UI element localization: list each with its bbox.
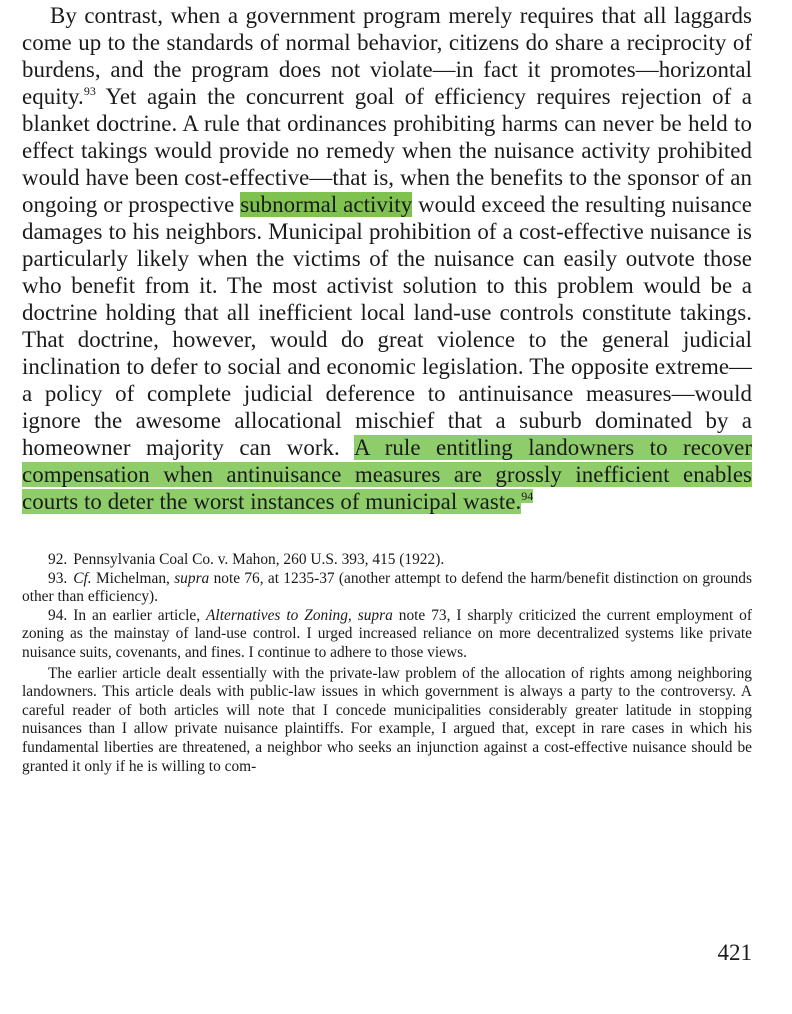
footnote-text: In an earlier article, bbox=[73, 606, 207, 624]
highlight-subnormal-activity[interactable]: subnormal activity bbox=[240, 192, 413, 217]
footnote-title: Alternatives to Zoning, supra bbox=[206, 606, 393, 624]
footnote-ref-93[interactable]: 93 bbox=[83, 84, 96, 98]
footnote-number: 94. bbox=[48, 606, 68, 624]
footnote-signal: Cf. bbox=[73, 569, 92, 587]
footnote-94-continued: The earlier article dealt essentially with the private-law problem of the allocation of rights among neighboring landowners. This article deals with public-law issues in which government is always a party to the controversy. A careful reader of both articles will note that I concede municipalities considerably greater latitude in stopping nuisances than I allow private nuisance plaintiffs. For example, I argued that, except in rare cases in which his fundamental liberties are threatened, a neighbor who seeks an injunction against a cost-effective nuisance should be granted it only if he is willing to com- bbox=[22, 664, 752, 775]
body-paragraph bbox=[22, 2, 752, 515]
paragraph-text-3: would exceed the resulting nuisance damages to his neighbors. Municipal prohibition of a cost-effective nuisance is particularly likely when the victims of the nuisance can easily outvote those who benefit from it. The most activist solution to this problem would be a doctrine holding that all inefficient local land-use controls constitute takings. That doctrine, however, would do great violence to the general judicial inclination to defer to social and economic legislation. The opposite extreme—a policy of complete judicial deference to antinuisance measures—would ignore the awesome allocational mischief that a suburb dominated by a homeowner majority can work. bbox=[22, 192, 752, 460]
highlight-rule-sentence[interactable]: A rule entitling landowners to recover compensation when antinuisance measures are grossly inefficient enables courts to deter the worst instances of municipal waste. bbox=[22, 435, 752, 514]
footnote-number: 93. bbox=[48, 569, 68, 587]
paragraph-text-1: By contrast, when a government program merely requires that all laggards come up to the standards of normal behavior, citizens do share a reciprocity of burdens, and the program does not violate—in fact it promotes—horizontal equity. bbox=[22, 3, 752, 109]
footnote-text: note 76, at 1235-37 (another attempt to defend the harm/benefit distinction on grounds other than efficiency). bbox=[22, 569, 752, 606]
footnote-ref-94[interactable]: 94 bbox=[521, 489, 534, 503]
footnote-92 bbox=[22, 551, 752, 570]
footnote-text: Pennsylvania Coal Co. v. Mahon, 260 U.S. 393, 415 (1922). bbox=[73, 551, 445, 568]
footnote-text: note 73, I sharply criticized the current employment of zoning as the mainstay of land-use control. I urged increased reliance on more decentralized systems like private nuisance suits, covenants, and fines. I continue to adhere to those views. bbox=[22, 606, 753, 661]
footnote-number: 92. bbox=[48, 551, 68, 568]
footnote-93 bbox=[22, 570, 752, 607]
footnote-94 bbox=[22, 607, 752, 663]
footnote-text: Michelman, bbox=[91, 569, 175, 587]
footnotes bbox=[22, 551, 752, 776]
page-content bbox=[22, 0, 752, 776]
paragraph-text-2: Yet again the concurrent goal of efficiency requires rejection of a blanket doctrine. A rule that ordinances prohibiting harms can never be held to effect takings would provide no remedy when the nuisance activity prohibited would have been cost-effective—that is, when the benefits to the sponsor of an ongoing or prospective bbox=[22, 84, 752, 217]
page-number: 421 bbox=[717, 940, 752, 965]
footnote-supra: supra bbox=[174, 569, 210, 587]
